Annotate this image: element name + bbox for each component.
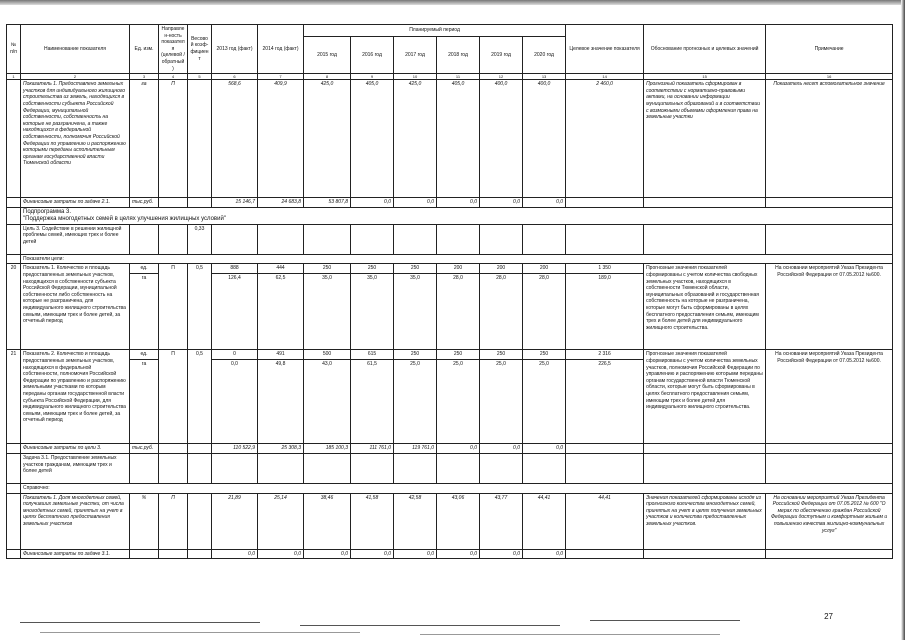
value-2017: 0,0 xyxy=(394,198,437,208)
value-2020: 0,0 xyxy=(523,198,566,208)
reference-label: Справочно: xyxy=(21,483,893,493)
header-justification: Обоснование прогнозных и целевых значений xyxy=(644,25,766,74)
value-2018: 28,0 xyxy=(437,274,480,350)
indicator-unit: ед. xyxy=(130,264,159,274)
header-target: Целевое значение показателя xyxy=(566,25,644,74)
header-name: Наименование показателя xyxy=(21,25,130,74)
finance-label: Финансовые затраты по задаче 3.1. xyxy=(21,549,130,559)
value-2013: 110 522,9 xyxy=(212,444,258,454)
value-2016: 0,0 xyxy=(351,198,394,208)
value-2018: 200 xyxy=(437,264,480,274)
value-2016: 250 xyxy=(351,264,394,274)
reference-label-row xyxy=(7,483,893,493)
value-2016: 615 xyxy=(351,350,394,360)
value-2013: 0,0 xyxy=(212,360,258,444)
value-2015: 0,0 xyxy=(304,549,351,559)
header-2016: 2016 год xyxy=(351,37,394,74)
value-2017: 35,0 xyxy=(394,274,437,350)
value-2017: 425,0 xyxy=(394,80,437,198)
table-row xyxy=(7,80,893,198)
indicator-weight: 0,5 xyxy=(188,264,212,350)
value-2014: 62,5 xyxy=(258,274,304,350)
value-2017: 0,0 xyxy=(394,549,437,559)
table-row xyxy=(7,264,893,274)
value-2018: 250 xyxy=(437,350,480,360)
value-2016: 35,0 xyxy=(351,274,394,350)
indicator-unit: га xyxy=(130,274,159,350)
finance-label: Финансовые затраты по цели 3. xyxy=(21,444,130,454)
indicator-direction: П xyxy=(159,264,188,350)
value-2013: 15 146,7 xyxy=(212,198,258,208)
value-2020: 250 xyxy=(523,350,566,360)
goal-text: Цель 3. Содействие в решении жилищной проблемы семей, имеющих трех и более детей xyxy=(21,224,130,254)
value-2015: 53 807,8 xyxy=(304,198,351,208)
finance-label: Финансовые затраты по задаче 2.1. xyxy=(21,198,130,208)
finance-unit: тыс.руб. xyxy=(130,198,159,208)
value-2016: 405,0 xyxy=(351,80,394,198)
column-number: 9 xyxy=(351,74,394,80)
note-text: На основании мероприятий Указа Президента Российской Федерации от 07.05.2012 №600. xyxy=(766,264,893,350)
indicator-unit: га xyxy=(130,360,159,444)
column-number: 3 xyxy=(130,74,159,80)
column-number: 6 xyxy=(212,74,258,80)
indicator-unit: ед. xyxy=(130,350,159,360)
indicator-weight: 0,5 xyxy=(188,350,212,444)
value-2019: 0,0 xyxy=(480,549,523,559)
value-2017: 250 xyxy=(394,264,437,274)
note-text: На основании мероприятий Указа Президента Российской Федерации от 07.05.2012 №600. xyxy=(766,350,893,444)
value-2017: 42,58 xyxy=(394,493,437,549)
header-unit: Ед. изм. xyxy=(130,25,159,74)
value-2016: 0,0 xyxy=(351,549,394,559)
indicators-table xyxy=(6,24,893,559)
value-2019: 0,0 xyxy=(480,444,523,454)
value-2018: 0,0 xyxy=(437,444,480,454)
value-2019: 400,0 xyxy=(480,80,523,198)
value-2014: 409,9 xyxy=(258,80,304,198)
goal-indicators-label-row xyxy=(7,254,893,264)
note-text: На основании мероприятий Указа Президента Российской Федерации от 07.05.2012 № 600 "О мерах по обеспечению граждан Российской Федерации доступным и комфортным жильем и повышению качества жилищно-коммунальных услуг" xyxy=(766,493,893,549)
row-number: 20 xyxy=(7,264,21,350)
value-2019: 43,77 xyxy=(480,493,523,549)
header-weight: Весовой коэф-фициент xyxy=(188,25,212,74)
justification-text: Прогнозные значения показателей сформированы с учетом количества земельных участков, полномочия Российской Федерации по управлению и распоряжению которыми переданы органам государственной власти Тюменской области, которые могут быть сформированы в целях бесплатного предоставления семьям, имеющим трех и более детей для индивидуального жилищного строительства. xyxy=(644,350,766,444)
column-number: 4 xyxy=(159,74,188,80)
goal-row xyxy=(7,224,893,254)
page-number: 27 xyxy=(824,612,833,621)
justification-text: Прогнозный показатель сформирован в соответствии с нормативно-правовыми актами, на основании информации муниципальных образований и в соответствии с возможными объемами оформления права на земельные участки xyxy=(644,80,766,198)
value-2014: 491 xyxy=(258,350,304,360)
column-number: 14 xyxy=(566,74,644,80)
value-2019: 25,0 xyxy=(480,360,523,444)
column-number: 1 xyxy=(7,74,21,80)
value-2015: 43,0 xyxy=(304,360,351,444)
scan-footer-noise xyxy=(0,606,905,640)
header-2020: 2020 год xyxy=(523,37,566,74)
indicator-name: Показатель 1. Предоставлено земельных участков для индивидуального жилищного строительства из земель, находящихся в собственности субъекта Российской Федерации, муниципальной собственности, собственность на которые не разграничена, а также находящихся в федеральной собственности, полномочия Российской Федерации по управлению и распоряжению которыми переданы исполнительным органам государственной власти Тюменской области xyxy=(21,80,130,198)
value-2016: 41,58 xyxy=(351,493,394,549)
finance-row xyxy=(7,444,893,454)
value-2018: 25,0 xyxy=(437,360,480,444)
value-2014: 24 683,8 xyxy=(258,198,304,208)
value-2018: 0,0 xyxy=(437,198,480,208)
value-2018: 0,0 xyxy=(437,549,480,559)
value-2020: 28,0 xyxy=(523,274,566,350)
indicator-weight xyxy=(188,80,212,198)
table-row xyxy=(7,350,893,360)
value-2016: 111 761,0 xyxy=(351,444,394,454)
document-page xyxy=(6,24,892,559)
indicator-name: Показатель 2. Количество и площадь предоставленных земельных участков, находящихся в федеральной собственности, полномочия Российской Федерации по управлению и распоряжению земельными участками по которым переданы органам государственной власти субъекта Российской Федерации, для индивидуального жилищного строительства семьям, имеющим трех и более детей, за отчетный период xyxy=(21,350,130,444)
justification-text: Значения показателей сформированы исходя из прогнозного количества многодетных семей, принятых на учет в целях получения земельных участков и количества предоставленных земельных участков. xyxy=(644,493,766,549)
column-number: 12 xyxy=(480,74,523,80)
indicator-name: Показатель 1. Количество и площадь предоставленных земельных участков, находящихся в собственности субъекта Российской Федерации, муниципальной собственности либо собственность на которые не разграничена, для индивидуального жилищного строительства семьям, имеющим трех и более детей, за отчетный период xyxy=(21,264,130,350)
value-2015: 185 100,3 xyxy=(304,444,351,454)
target-value: 44,41 xyxy=(566,493,644,549)
subprogram-row xyxy=(7,207,893,224)
value-2019: 250 xyxy=(480,350,523,360)
value-2018: 405,0 xyxy=(437,80,480,198)
value-2013: 888 xyxy=(212,264,258,274)
finance-row xyxy=(7,549,893,559)
task-row xyxy=(7,453,893,483)
header-2019: 2019 год xyxy=(480,37,523,74)
column-number: 16 xyxy=(766,74,893,80)
indicator-name: Показатель 1. Доля многодетных семей, получивших земельные участки, от числа многодетных семей, принятых на учет в целях бесплатного предоставления земельных участков xyxy=(21,493,130,549)
value-2018: 43,06 xyxy=(437,493,480,549)
value-2017: 119 761,0 xyxy=(394,444,437,454)
header-2015: 2015 год xyxy=(304,37,351,74)
column-number: 11 xyxy=(437,74,480,80)
indicator-direction: П xyxy=(159,80,188,198)
value-2020: 44,41 xyxy=(523,493,566,549)
value-2016: 61,5 xyxy=(351,360,394,444)
value-2013: 21,89 xyxy=(212,493,258,549)
task-text: Задача 3.1. Предоставление земельных участков гражданам, имеющим трех и более детей xyxy=(21,453,130,483)
subprogram-heading xyxy=(21,207,893,224)
subprogram-title: Подпрограмма 3. xyxy=(23,208,72,215)
indicator-unit: % xyxy=(130,493,159,549)
header-planned-period: Планируемый период xyxy=(304,25,566,37)
value-2020: 400,0 xyxy=(523,80,566,198)
value-2014: 25,14 xyxy=(258,493,304,549)
column-number: 13 xyxy=(523,74,566,80)
indicator-direction: П xyxy=(159,350,188,444)
header-2018: 2018 год xyxy=(437,37,480,74)
value-2013: 0 xyxy=(212,350,258,360)
header-2017: 2017 год xyxy=(394,37,437,74)
table-row xyxy=(7,493,893,549)
goal-indicators-label: Показатели цели: xyxy=(21,254,893,264)
header-note: Примечание xyxy=(766,25,893,74)
target-value: 189,0 xyxy=(566,274,644,350)
value-2013: 0,0 xyxy=(212,549,258,559)
header-n: № п/п xyxy=(7,25,21,74)
value-2015: 425,0 xyxy=(304,80,351,198)
column-number: 10 xyxy=(394,74,437,80)
value-2015: 35,0 xyxy=(304,274,351,350)
target-value: 2 460,0 xyxy=(566,80,644,198)
value-2020: 0,0 xyxy=(523,444,566,454)
value-2014: 444 xyxy=(258,264,304,274)
value-2014: 25 308,3 xyxy=(258,444,304,454)
value-2020: 200 xyxy=(523,264,566,274)
column-number: 15 xyxy=(644,74,766,80)
value-2013: 126,4 xyxy=(212,274,258,350)
value-2020: 0,0 xyxy=(523,549,566,559)
subprogram-name: "Поддержка многодетных семей в целях улучшения жилищных условий" xyxy=(23,215,226,222)
column-number: 5 xyxy=(188,74,212,80)
header-2014: 2014 год (факт) xyxy=(258,25,304,74)
value-2015: 500 xyxy=(304,350,351,360)
column-number: 7 xyxy=(258,74,304,80)
row-number: 21 xyxy=(7,350,21,444)
column-number: 8 xyxy=(304,74,351,80)
target-value: 1 350 xyxy=(566,264,644,274)
finance-row xyxy=(7,198,893,208)
value-2014: 0,0 xyxy=(258,549,304,559)
header-2013: 2013 год (факт) xyxy=(212,25,258,74)
value-2014: 49,8 xyxy=(258,360,304,444)
indicator-unit: га xyxy=(130,80,159,198)
value-2019: 0,0 xyxy=(480,198,523,208)
value-2017: 25,0 xyxy=(394,360,437,444)
value-2019: 28,0 xyxy=(480,274,523,350)
goal-weight: 0,33 xyxy=(188,224,212,254)
justification-text: Прогнозные значения показателей сформированы с учетом количества свободных земельных участков, находящихся в собственности Тюменской области, муниципальных образований и государственная собственность на которые не разграничена, которые могут быть сформированы в целях бесплатного предоставления семьям, имеющим трех и более детей для индивидуального жилищного строительства. xyxy=(644,264,766,350)
indicator-direction: П xyxy=(159,493,188,549)
column-number: 2 xyxy=(21,74,130,80)
value-2015: 38,46 xyxy=(304,493,351,549)
value-2019: 200 xyxy=(480,264,523,274)
value-2017: 250 xyxy=(394,350,437,360)
target-value: 2 316 xyxy=(566,350,644,360)
value-2020: 25,0 xyxy=(523,360,566,444)
target-value: 226,5 xyxy=(566,360,644,444)
scan-edge-top xyxy=(0,0,905,5)
note-text: Показатель несет вспомогательное значение xyxy=(766,80,893,198)
header-direction: Направлен-ность показателя (целевой / обратный) xyxy=(159,25,188,74)
value-2015: 250 xyxy=(304,264,351,274)
finance-unit: тыс.руб. xyxy=(130,444,159,454)
scan-edge-right xyxy=(901,0,905,640)
value-2013: 568,6 xyxy=(212,80,258,198)
